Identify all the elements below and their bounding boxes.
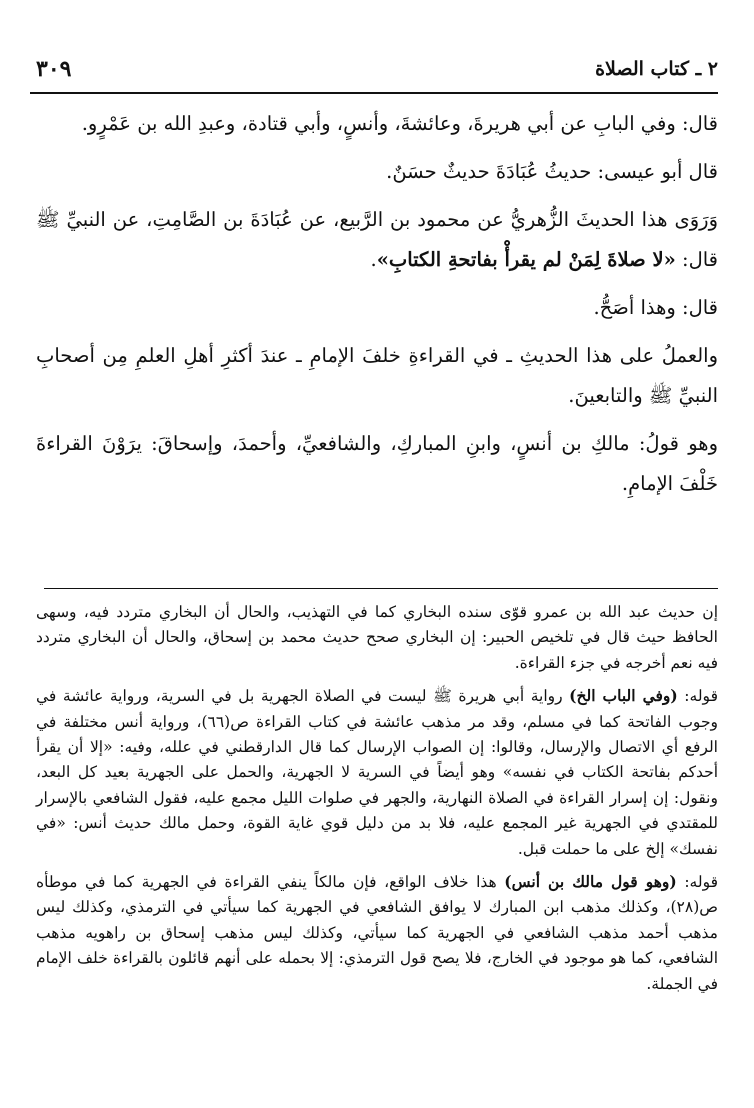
footnote-prefix: قوله: bbox=[676, 873, 718, 892]
hadith-quote: «لا صلاةَ لِمَنْ لم يقرأْ بفاتحةِ الكتابِ» bbox=[376, 248, 676, 271]
footnote-text: رواية أبي هريرة ﷺ ليست في الصلاة الجهرية بل في السرية، ورواية عائشة في وجوب الفاتحة كما في مسلم، وقد مر مذهب عائشة في كتاب القراءة ص(٦٦)، ورواية أنس مختلفة في الرفع أي الاتصال والإرسال، وقالوا: إن الصواب الإرسال كما قال الدارقطني في علله، وفيه: «إلا أن يقرأ أحدكم بفاتحة الكتاب في نفسه» وهو أيضاً في السرية لا الجهرية، والحمل على الجهرية بعيد كل البعد، ونقول: إن إسرار القراءة في الصلاة النهارية، والجهر في صلوات الليل مجمع عليه، فقول الشافعي بالإسرار للمقتدي في الجهرية غير المجمع عليه، فلا بد من دليل قوي غاية القوة، وحمل مالك حديث أنس: «في نفسك» إلخ على ما حملت قبل. bbox=[36, 687, 719, 858]
paragraph: وهو قولُ: مالكِ بن أنسٍ، وابنِ المباركِ، والشافعيِّ، وأحمدَ، وإسحاقَ: يرَوْنَ القراءةَ خَلْفَ الإمامِ. bbox=[36, 432, 718, 495]
page-number: ٣٠٩ bbox=[36, 56, 72, 82]
paragraph: والعملُ على هذا الحديثِ ـ في القراءةِ خلفَ الإمامِ ـ عندَ أكثرِ أهلِ العلمِ مِن أصحابِ النبيِّ ﷺ والتابعينَ. bbox=[36, 344, 718, 407]
footnote bbox=[36, 869, 718, 997]
footnote-divider bbox=[44, 588, 718, 589]
paragraph: قال: وهذا أصَحُّ. bbox=[593, 296, 718, 319]
footnote-prefix: قوله: bbox=[677, 687, 718, 706]
paragraph bbox=[36, 200, 718, 280]
footnote bbox=[36, 683, 718, 862]
footnote-lemma: (وفي الباب الخ) bbox=[569, 686, 678, 706]
footnote-lemma: (وهو قول مالك بن أنس) bbox=[504, 872, 677, 892]
footnote: إن حديث عبد الله بن عمرو قوّى سنده البخاري كما في التهذيب، والحال أن البخاري متردد فيه، وسهى الحافظ حيث قال في تلخيص الحبير: إن البخاري صحح حديث محمد بن إسحاق، والحال أن البخاري متردد فيه نعم أخرجه في جزء القراءة. bbox=[36, 603, 718, 672]
footnote-text: هذا خلاف الواقع، فإن مالكاً ينفي القراءة في الجهرية كما في موطأه ص(٢٨)، وكذلك مذهب ابن المبارك لا يوافق الشافعي في الجهرية كما سيأتي في الترمذي، وكذلك ليس مذهب أحمد مذهب الشافعي في الجهرية كما سيأتي، وكذلك ليس مذهب إسحاق بن راهويه مذهب الشافعي، كما هو موجود في الخارج، فلا يصح قول الترمذي: إلا بحمله على أنهم قائلون بالقراءة خلف الإمام في الجملة. bbox=[36, 873, 718, 993]
footnotes bbox=[36, 600, 718, 1004]
paragraph: قال: وفي البابِ عن أبي هريرةَ، وعائشةَ، وأنسٍ، وأبي قتادة، وعبدِ الله بن عَمْرٍو. bbox=[81, 112, 718, 135]
paragraph-text: . bbox=[370, 248, 377, 271]
paragraph: قال أبو عيسى: حديثُ عُبَادَةَ حديثٌ حسَنٌ. bbox=[386, 160, 718, 183]
page-header bbox=[30, 52, 718, 94]
paragraph-text: وَرَوَى هذا الحديثَ الزُّهريُّ عن محمود بن الرَّبيع، عن عُبَادَةَ بن الصَّامِتِ، عن النبيِّ ﷺ قال: bbox=[36, 208, 718, 271]
main-text bbox=[36, 104, 718, 512]
chapter-title: ٢ ـ كتاب الصلاة bbox=[595, 58, 718, 80]
